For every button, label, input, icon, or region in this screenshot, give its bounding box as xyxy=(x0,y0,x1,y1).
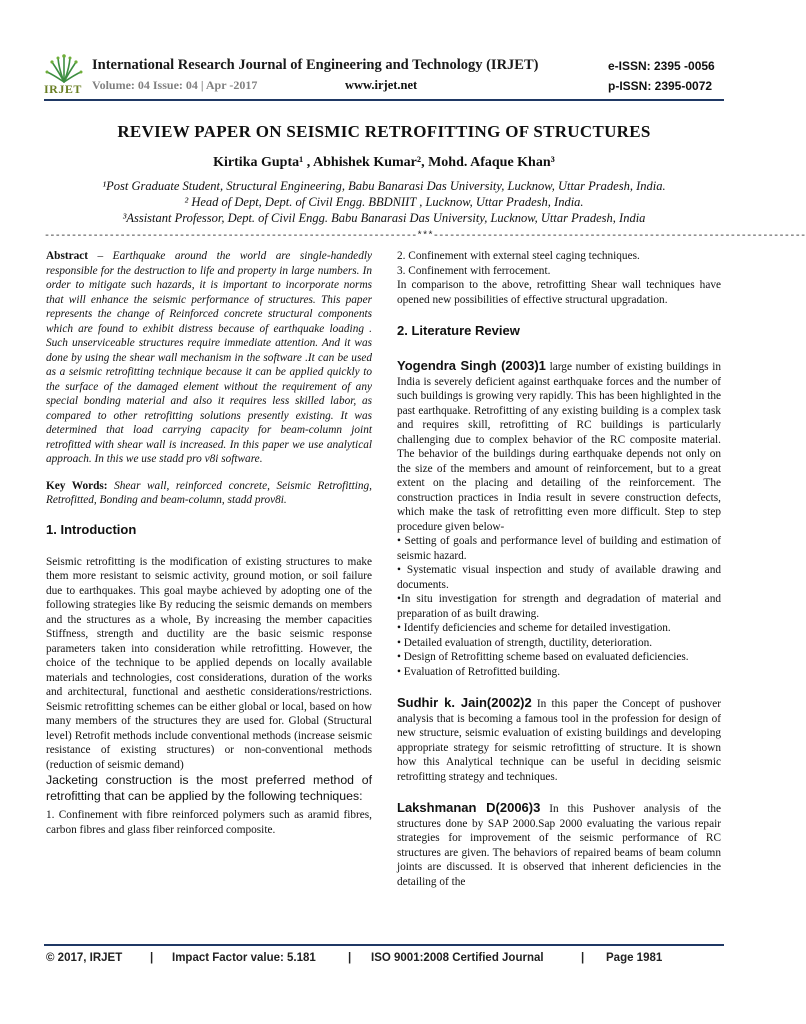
reference-2-text: In this paper the Concept of pushover analysis that is becoming a famous tool in the profession for design of new structure, seismic evaluation of existing buildings and developing appropriate strategy for seismic retrofitting of structure. It is shown how this Analytical technique can be useful in deciding seismic retrofitting strategy and techniques. xyxy=(397,698,721,783)
reference-2-head: Sudhir k. Jain(2002)2 xyxy=(397,695,532,710)
footer-page-number: Page 1981 xyxy=(606,952,663,964)
reference-1-head: Yogendra Singh (2003)1 xyxy=(397,358,546,373)
reference-1 xyxy=(397,358,721,534)
reference-2 xyxy=(397,695,721,784)
reference-3-head: Lakshmanan D(2006)3 xyxy=(397,800,541,815)
intro-paragraph-2: Jacketing construction is the most preferred method of retrofitting that can be applied by the following techniques: xyxy=(46,773,372,803)
intro-heading: 1. Introduction xyxy=(46,521,137,537)
footer-rule xyxy=(44,944,724,946)
left-column xyxy=(46,249,372,837)
keywords-text: Shear wall, reinforced concrete, Seismic Retrofitting, Retrofitted, Bonding and beam-column, stadd prov8i. xyxy=(46,479,372,506)
reference-3 xyxy=(397,800,721,889)
bullet-1: • Setting of goals and performance level of building and estimation of seismic hazard. xyxy=(397,535,721,562)
bullet-3: •In situ investigation for strength and degradation of material and preparation of as built drawing. xyxy=(397,593,721,620)
keywords-label: Key Words: xyxy=(46,479,108,492)
paper-authors: Kirtika Gupta¹ , Abhishek Kumar², Mohd. Afaque Khan³ xyxy=(213,155,555,170)
bullet-4: • Identify deficiencies and scheme for detailed investigation. xyxy=(397,622,671,634)
p-issn: p-ISSN: 2395-0072 xyxy=(608,79,713,93)
abstract xyxy=(46,249,372,467)
footer-separator: | xyxy=(348,952,352,964)
literature-heading: 2. Literature Review xyxy=(397,323,520,338)
affiliation-3: ³Assistant Professor, Dept. of Civil Engg. Babu Banarasi Das University, Lucknow, Uttar Pradesh, India xyxy=(122,211,646,225)
list-item-2: 2. Confinement with external steel caging techniques. xyxy=(397,250,640,262)
bullet-2: • Systematic visual inspection and study of available drawing and documents. xyxy=(397,564,721,591)
paper-title: REVIEW PAPER ON SEISMIC RETROFITTING OF STRUCTURES xyxy=(117,122,651,141)
bullet-5: • Detailed evaluation of strength, ductility, deterioration. xyxy=(397,636,653,649)
list-item-3: 3. Confinement with ferrocement. xyxy=(397,264,551,277)
affiliation-1: ¹Post Graduate Student, Structural Engineering, Babu Banarasi Das University, Lucknow, Uttar Pradesh, India. xyxy=(102,179,666,193)
intro-paragraph-3: 1. Confinement with fibre reinforced polymers such as aramid fibres, carbon fibres and glass fiber reinforced composite. xyxy=(46,809,372,836)
footer-separator: | xyxy=(150,952,154,964)
logo-text: IRJET xyxy=(44,82,82,96)
reference-3-text: In this Pushover analysis of the structures done by SAP 2000.Sap 2000 evaluating the various repair strategies for improvement of the seismic performance of RC structures are given. The behaviors of repaired beams of beam column joints are discussed. It is observed that inherent deficiencies in the detailing of the xyxy=(397,803,721,888)
abstract-label: Abstract xyxy=(46,250,89,262)
footer-separator: | xyxy=(581,952,585,964)
footer-impact-factor: Impact Factor value: 5.181 xyxy=(172,952,316,964)
comparison-paragraph: In comparison to the above, retrofitting Shear wall techniques have opened new possibilities of effective structural upgradation. xyxy=(397,279,721,306)
bullet-6: • Design of Retrofitting scheme based on evaluated deficiencies. xyxy=(397,651,689,663)
volume-info: Volume: 04 Issue: 04 | Apr -2017 xyxy=(92,78,258,92)
footer-iso: ISO 9001:2008 Certified Journal xyxy=(371,952,544,964)
header-rule xyxy=(44,99,724,101)
e-issn: e-ISSN: 2395 -0056 xyxy=(608,59,715,73)
journal-title: International Research Journal of Engineering and Technology (IRJET) xyxy=(92,57,539,73)
separator-line: ---------------------------------------------------------------------***--------------------------------------------------------------------- xyxy=(44,231,806,242)
abstract-text: – Earthquake around the world are single-handedly responsible for the destruction to life and property in large numbers. In order to mitigate such hazards, it is important to incorporate norms that will enhance the seismic performance of structures. This paper represents the change of Reinforced concrete structural components which are found to exhibit distress because of earthquake loading . Such unserviceable structures require immediate attention. And it was done by using the shear wall mechanism in the software .It can be used as a seismic retrofitting technique because it can be applied quickly to the surface of the damaged element without the requirement of any special bonding material and also it requires less skilled labor, as compared to other retrofitting solutions presently existing. It was determined that load carrying capacity for beam-column joint retrofitted with shear wall is increased. In this paper we use analytical approach. In this we use stadd pro v8i software. xyxy=(46,250,372,465)
bullet-7: • Evaluation of Retrofitted building. xyxy=(397,665,561,678)
journal-website: www.irjet.net xyxy=(345,78,418,92)
right-column xyxy=(397,249,721,889)
intro-paragraph-1: Seismic retrofitting is the modification of existing structures to make them more resistant to seismic activity, ground motion, or soil failure due to earthquakes. This goal maybe achieved by adopting one of the following strategies like By reducing the seismic demands on members and the structures as a whole, By increasing the member capacities Stiffness, strength and ductility are the basic seismic response parameters taken into consideration while retrofitting. However, the choice of the technique to be applied depends on locally available materials and technologies, cost considerations, duration of the works and architectural, functional and aesthetic considerations/restrictions. Seismic retrofitting schemes can be either global or local, based on how many members of the structures they are used for. Global (Structural level) Retrofit methods include conventional methods (increase seismic resistance of existing structures) or non-conventional methods (reduction of seismic demand) xyxy=(46,555,372,771)
journal-header xyxy=(0,0,768,100)
keywords xyxy=(46,479,372,508)
affiliation-2: ² Head of Dept, Dept. of Civil Engg. BBDNIIT , Lucknow, Uttar Pradesh, India. xyxy=(184,195,584,209)
footer-copyright: © 2017, IRJET xyxy=(46,952,123,964)
reference-1-text: large number of existing buildings in India is severely deficient against earthquake forces and the number of such buildings is growing very rapidly. This has been highlighted in the past earthquake. Retrofitting of any existing building is a complex task and requires skill, retrofitting of RC buildings is particularly challenging due to complex behavior of the RC composite material. The behavior of the buildings during earthquake depends not only on the size of the members and amount of reinforcement, but to a great extent on the placing and detailing of the reinforcement. The construction practices in India result in severe construction defects, which make the task of retrofitting even more difficult. Step to step procedure given below- xyxy=(397,361,721,533)
